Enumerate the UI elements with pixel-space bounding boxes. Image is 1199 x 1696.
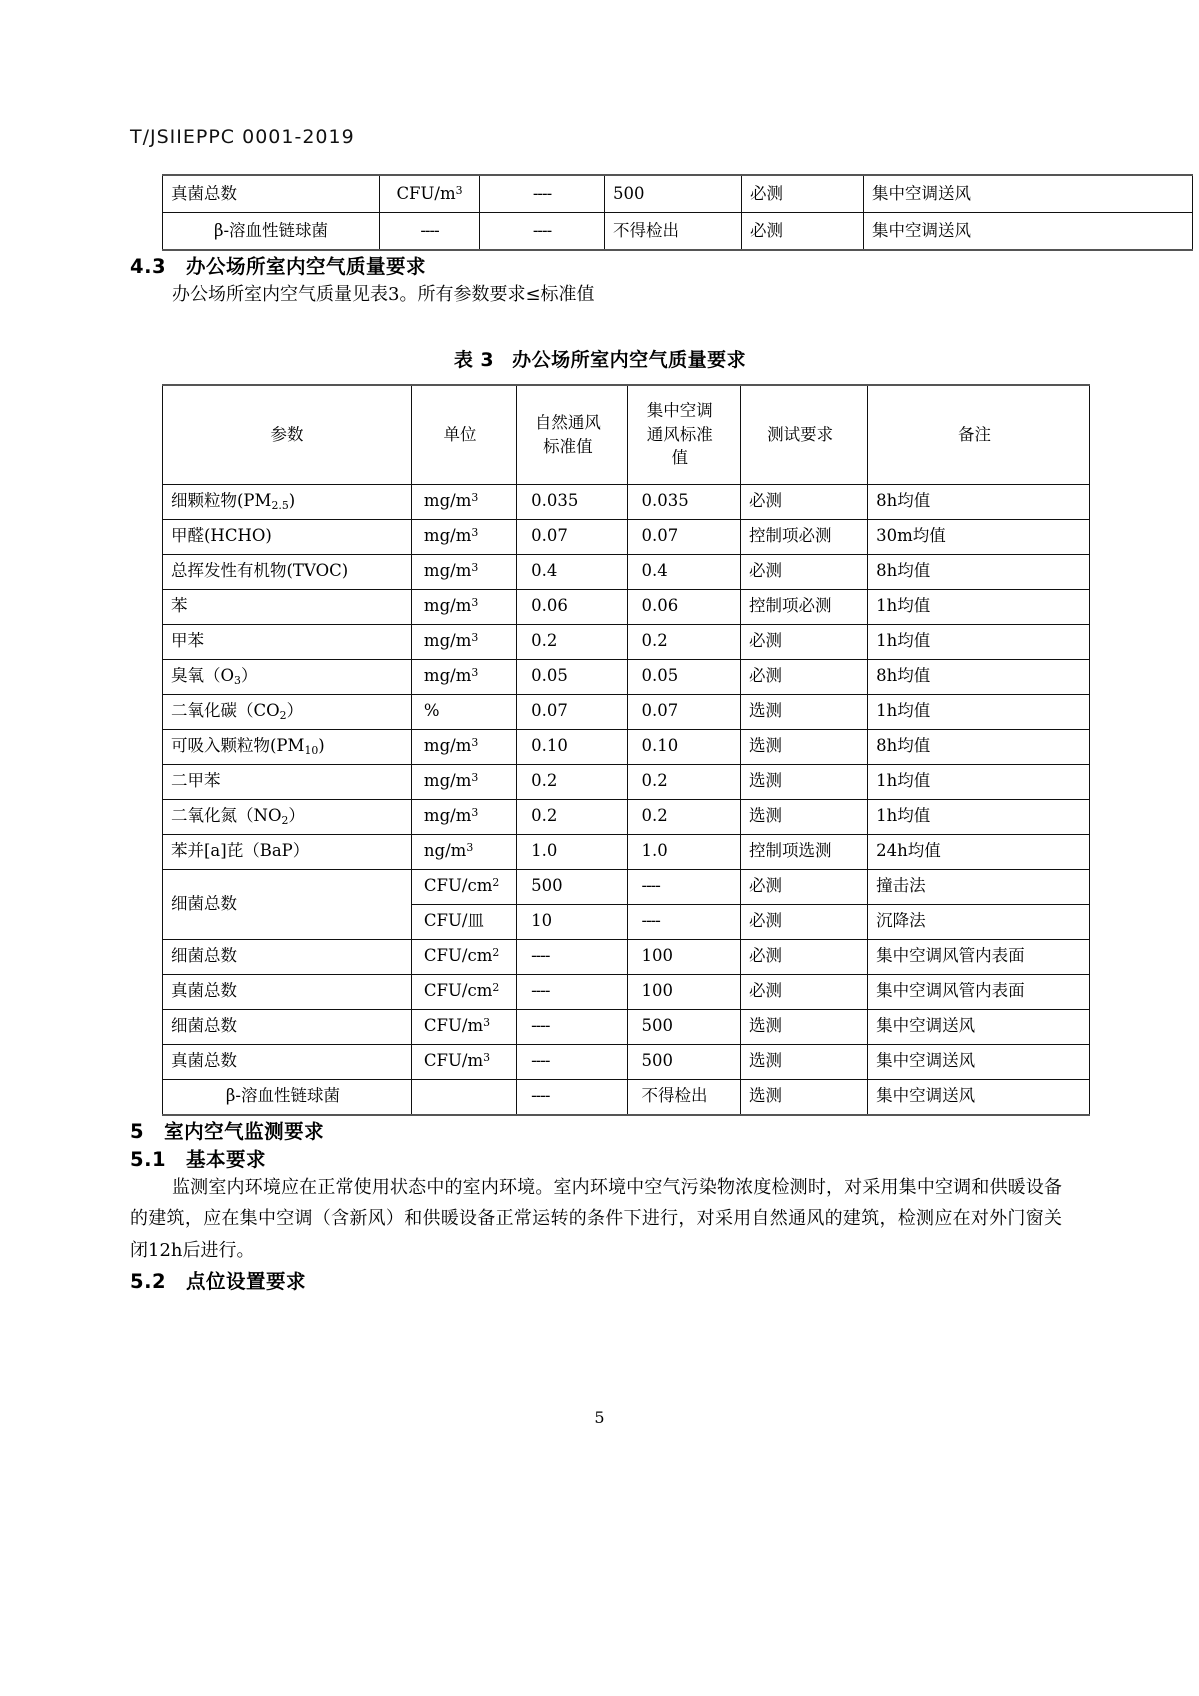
parameter-subscript: 2	[279, 708, 287, 722]
cell-note: 1h均值	[868, 624, 1090, 659]
cell-unit: CFU/$m^3$	[411, 1044, 516, 1079]
section-number: 5.2	[130, 1270, 167, 1293]
unit-exponent: 3	[471, 596, 479, 610]
unit-exponent: 3	[471, 771, 479, 785]
unit-exponent: 3	[471, 736, 479, 750]
cell-central-value: 0.10	[627, 729, 741, 764]
parameter-subscript: 2.5	[271, 498, 289, 512]
parameter-subscript: 2	[281, 813, 289, 827]
unit-exponent: 3	[483, 1016, 491, 1030]
cell-unit: $mg/m^3$	[411, 729, 516, 764]
cell-central-value: 100	[627, 939, 741, 974]
cell-parameter: 苯并[a]芘（BaP）	[163, 834, 412, 869]
cell-test-requirement: 选测	[741, 694, 868, 729]
header-natural-line2: 标准值	[543, 436, 593, 456]
table-row	[163, 484, 1090, 519]
cell-unit: CFU/$cm^2$	[411, 869, 516, 904]
cell-unit: CFU/皿	[411, 904, 516, 939]
cell-test-requirement: 选测	[741, 799, 868, 834]
cell-unit: $ng/m^3$	[411, 834, 516, 869]
cell-unit: $mg/m^3$	[411, 554, 516, 589]
cell-test-requirement: 必测	[741, 624, 868, 659]
unit-exponent: 2	[492, 876, 500, 890]
parameter-subscript: 10	[304, 743, 319, 757]
cell-parameter: 甲醛(HCHO)	[163, 519, 412, 554]
header-note-label: 备注	[958, 424, 992, 444]
cell-test-requirement: 必测	[741, 659, 868, 694]
table-row	[163, 729, 1090, 764]
cell-central-value: 不得检出	[605, 213, 742, 251]
cell-test-requirement: 控制项必测	[741, 589, 868, 624]
unit-text: CFU/m	[396, 183, 456, 203]
cell-central-value: 0.06	[627, 589, 741, 624]
cell-unit: $mg/m^3$	[411, 764, 516, 799]
cell-note: 1h均值	[868, 799, 1090, 834]
cell-unit: $mg/m^3$	[411, 589, 516, 624]
cell-test-requirement: 选测	[741, 1044, 868, 1079]
cell-unit: $mg/m^3$	[411, 799, 516, 834]
cell-parameter: 总挥发性有机物(TVOC)	[163, 554, 412, 589]
cell-parameter: 二甲苯	[163, 764, 412, 799]
cell-central-value: ----	[627, 869, 741, 904]
cell-parameter: 细菌总数	[163, 1009, 412, 1044]
cell-note: 集中空调送风	[868, 1044, 1090, 1079]
unit-exponent: 3	[471, 561, 479, 575]
cell-natural-value: ----	[517, 1044, 627, 1079]
table-row	[163, 1044, 1090, 1079]
cell-unit: $mg/m^3$	[411, 624, 516, 659]
cell-note: 集中空调送风	[868, 1009, 1090, 1044]
cell-note: 1h均值	[868, 589, 1090, 624]
cell-natural-value: 0.2	[517, 799, 627, 834]
header-central-line3: 值	[671, 448, 689, 468]
table-row	[163, 834, 1090, 869]
header-unit-label: 单位	[443, 424, 477, 444]
cell-unit: ----	[380, 213, 480, 251]
table-row	[163, 213, 1193, 251]
table-row	[163, 939, 1090, 974]
cell-note: 24h均值	[868, 834, 1090, 869]
cell-parameter: β-溶血性链球菌	[163, 1079, 412, 1115]
cell-unit: CFU/$m^3$	[411, 1009, 516, 1044]
cell-natural-value: ----	[517, 1009, 627, 1044]
table-row	[163, 974, 1090, 1009]
unit-exponent: 3	[471, 491, 479, 505]
table-row	[163, 175, 1193, 213]
cell-test-requirement: 控制项选测	[741, 834, 868, 869]
cell-natural-value: 0.10	[517, 729, 627, 764]
cell-test-requirement: 必测	[741, 869, 868, 904]
cell-natural-value: ----	[480, 175, 605, 213]
cell-central-value: 0.035	[627, 484, 741, 519]
cell-note: 8h均值	[868, 659, 1090, 694]
table-row	[163, 764, 1090, 799]
cell-natural-value: 1.0	[517, 834, 627, 869]
header-central-line1: 集中空调	[646, 400, 713, 420]
cell-test-requirement: 必测	[742, 175, 864, 213]
table3-caption-title: 办公场所室内空气质量要求	[512, 348, 747, 371]
cell-note: 集中空调送风	[864, 213, 1193, 251]
cell-parameter: 臭氧$(O_3)$	[163, 659, 412, 694]
paragraph-4-3: 办公场所室内空气质量见表3。所有参数要求≤标准值	[172, 284, 595, 305]
table-row	[163, 869, 1090, 904]
paragraph-5-1: 监测室内环境应在正常使用状态中的室内环境。室内环境中空气污染物浓度检测时，对采用集中空调和供暖设备的建筑，应在集中空调（含新风）和供暖设备正常运转的条件下进行，对采用自然通风的建筑，检测应在对外门窗关闭12h后进行。	[130, 1176, 1062, 1261]
cell-parameter: 真菌总数	[163, 1044, 412, 1079]
cell-note: 集中空调风管内表面	[868, 939, 1090, 974]
unit-exponent: 3	[466, 841, 474, 855]
cell-central-value: 500	[605, 175, 742, 213]
cell-central-value: 不得检出	[627, 1079, 741, 1115]
table3-caption-label: 表 3	[453, 348, 495, 371]
table3-caption	[130, 345, 1070, 372]
cell-central-value: 0.07	[627, 694, 741, 729]
cell-test-requirement: 选测	[741, 729, 868, 764]
cell-natural-value: 0.035	[517, 484, 627, 519]
section-title: 办公场所室内空气质量要求	[186, 255, 427, 278]
unit-exponent: 3	[471, 631, 479, 645]
cell-test-requirement: 选测	[741, 1079, 868, 1115]
table-row	[163, 554, 1090, 589]
cell-central-value: 0.07	[627, 519, 741, 554]
cell-natural-value: 0.2	[517, 624, 627, 659]
section-title: 点位设置要求	[186, 1270, 307, 1293]
cell-test-requirement: 必测	[741, 939, 868, 974]
cell-natural-value: 0.06	[517, 589, 627, 624]
cell-unit: CFU/$cm^2$	[411, 939, 516, 974]
section-title: 基本要求	[186, 1147, 267, 1171]
cell-note: 集中空调送风	[864, 175, 1193, 213]
table-row	[163, 1079, 1090, 1115]
cell-parameter: 二氧化碳$(CO_2)$	[163, 694, 412, 729]
table3-air-quality	[162, 384, 1090, 1116]
header-test-label: 测试要求	[767, 424, 834, 444]
cell-natural-value: ----	[480, 213, 605, 251]
unit-exponent: 2	[492, 946, 500, 960]
cell-natural-value: ----	[517, 1079, 627, 1115]
section-number: 4.3	[130, 255, 167, 278]
header-central	[627, 385, 741, 485]
cell-natural-value: 0.07	[517, 519, 627, 554]
unit-exponent: 3	[471, 666, 479, 680]
cell-parameter: 细菌总数	[163, 939, 412, 974]
table-row	[163, 624, 1090, 659]
table-header-row	[163, 385, 1090, 485]
cell-central-value: 500	[627, 1009, 741, 1044]
cell-unit	[411, 1079, 516, 1115]
cell-central-value: 0.2	[627, 764, 741, 799]
cell-test-requirement: 必测	[742, 213, 864, 251]
continued-table-body	[163, 175, 1193, 250]
cell-natural-value: 0.07	[517, 694, 627, 729]
section-title: 室内空气监测要求	[164, 1119, 325, 1143]
cell-note: 30m均值	[868, 519, 1090, 554]
table3-body	[163, 484, 1090, 1115]
header-test	[741, 385, 868, 485]
cell-parameter: 真菌总数	[163, 974, 412, 1009]
unit-exponent: 3	[471, 806, 479, 820]
table-row	[163, 694, 1090, 729]
cell-parameter: 苯	[163, 589, 412, 624]
cell-natural-value: 0.2	[517, 764, 627, 799]
cell-note: 8h均值	[868, 729, 1090, 764]
cell-test-requirement: 必测	[741, 904, 868, 939]
cell-unit: $mg/m^3$	[411, 519, 516, 554]
cell-note: 1h均值	[868, 694, 1090, 729]
header-parameter	[163, 385, 412, 485]
header-central-line2: 通风标准	[646, 424, 713, 444]
cell-natural-value: 10	[517, 904, 627, 939]
cell-unit: $mg/m^3$	[411, 659, 516, 694]
cell-central-value: 0.2	[627, 799, 741, 834]
header-natural	[517, 385, 627, 485]
section-number: 5	[130, 1119, 145, 1143]
cell-central-value: ----	[627, 904, 741, 939]
running-header: T/JSIIEPPC 0001-2019	[130, 126, 355, 148]
section-number: 5.1	[130, 1147, 167, 1171]
table-row	[163, 659, 1090, 694]
section-heading-4-3	[130, 251, 1070, 279]
cell-natural-value: ----	[517, 939, 627, 974]
table-row	[163, 799, 1090, 834]
header-note	[868, 385, 1090, 485]
cell-unit: CFU/$cm^2$	[411, 974, 516, 1009]
continued-table	[162, 174, 1193, 251]
page-content	[130, 0, 1070, 1294]
header-natural-line1: 自然通风	[534, 412, 601, 432]
cell-test-requirement: 控制项必测	[741, 519, 868, 554]
cell-note: 集中空调风管内表面	[868, 974, 1090, 1009]
section-heading-5	[130, 1116, 1070, 1144]
unit-exponent: 3	[471, 526, 479, 540]
table-row	[163, 589, 1090, 624]
cell-parameter: 细颗粒物$(PM_{2.5})$	[163, 484, 412, 519]
cell-central-value: 100	[627, 974, 741, 1009]
cell-natural-value: 500	[517, 869, 627, 904]
cell-central-value: 1.0	[627, 834, 741, 869]
cell-parameter: 细菌总数	[163, 869, 412, 939]
cell-parameter: 二氧化氮$(NO_2)$	[163, 799, 412, 834]
page-number: 5	[594, 1408, 605, 1427]
cell-test-requirement: 选测	[741, 764, 868, 799]
parameter-subscript: 3	[234, 673, 241, 687]
cell-note: 1h均值	[868, 764, 1090, 799]
table3-head	[163, 385, 1090, 485]
cell-note: 撞击法	[868, 869, 1090, 904]
cell-test-requirement: 选测	[741, 1009, 868, 1044]
table-row	[163, 1009, 1090, 1044]
cell-note: 集中空调送风	[868, 1079, 1090, 1115]
cell-test-requirement: 必测	[741, 484, 868, 519]
table-row	[163, 519, 1090, 554]
unit-exponent: 3	[455, 183, 463, 197]
cell-parameter: 可吸入颗粒物$(PM_{10})$	[163, 729, 412, 764]
header-unit	[411, 385, 516, 485]
cell-natural-value: 0.4	[517, 554, 627, 589]
cell-natural-value: 0.05	[517, 659, 627, 694]
cell-note: 8h均值	[868, 484, 1090, 519]
cell-central-value: 0.2	[627, 624, 741, 659]
cell-natural-value: ----	[517, 974, 627, 1009]
cell-central-value: 0.4	[627, 554, 741, 589]
unit-exponent: 3	[483, 1051, 491, 1065]
cell-unit: %	[411, 694, 516, 729]
cell-test-requirement: 必测	[741, 974, 868, 1009]
cell-parameter: β-溶血性链球菌	[163, 213, 380, 251]
cell-note: 沉降法	[868, 904, 1090, 939]
section-heading-5-1	[130, 1144, 1070, 1172]
cell-parameter: 甲苯	[163, 624, 412, 659]
cell-unit	[380, 175, 480, 213]
cell-note: 8h均值	[868, 554, 1090, 589]
header-parameter-label: 参数	[270, 424, 304, 444]
unit-exponent: 2	[492, 981, 500, 995]
cell-parameter: 真菌总数	[163, 175, 380, 213]
cell-central-value: 500	[627, 1044, 741, 1079]
cell-central-value: 0.05	[627, 659, 741, 694]
cell-test-requirement: 必测	[741, 554, 868, 589]
section-heading-5-2	[130, 1266, 1070, 1294]
cell-unit: $mg/m^3$	[411, 484, 516, 519]
